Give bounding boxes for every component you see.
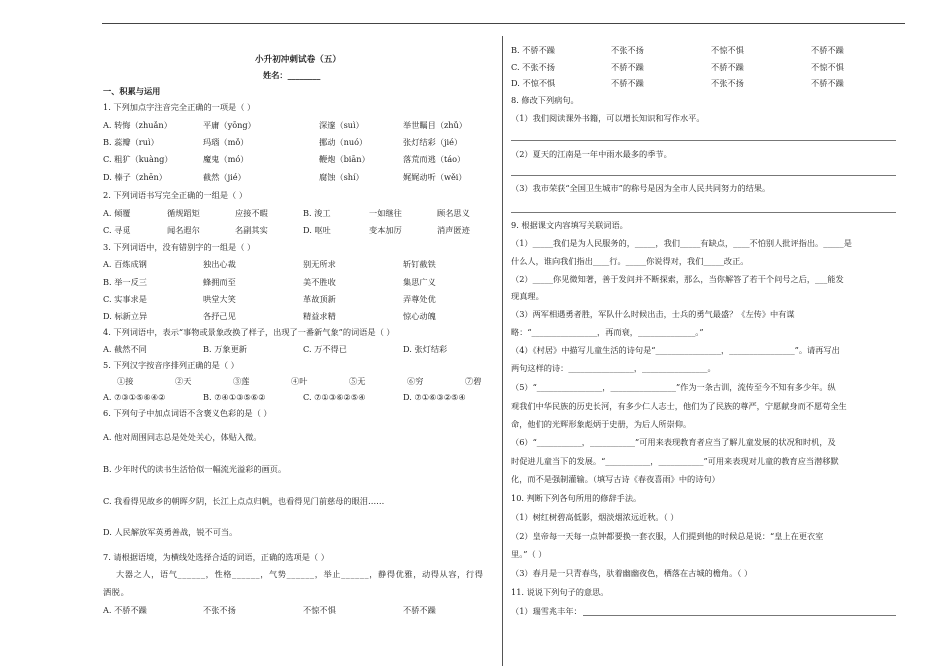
- q8-sentence-2: （2）夏天的江南是一年中雨水最多的季节。: [511, 149, 672, 159]
- q6-stem: 6. 下列句子中加点词语不含褒义色彩的是（ ）: [103, 408, 272, 418]
- q7-stem: 7. 请根据语境，为横线处选择合适的词语，正确的选项是（ ）: [103, 552, 329, 562]
- q5-stem: 5. 下列汉字按音序排列正确的是（ ）: [103, 360, 239, 370]
- q7-passage-2: 洒脱。: [103, 587, 130, 597]
- q9-stem: 9. 根据课文内容填写关联词语。: [511, 220, 628, 230]
- q10-sentence: （1）树红树碧高低影，烟淡烟浓远近秋。（ ）: [511, 512, 679, 522]
- q6-option-a: A. 他对周围同志总是处处关心，体贴入微。: [103, 432, 262, 442]
- q9-line: （2）_____你见微知著，善于发问并不断探索，那么，当你解答了若干个问号之后，___能发: [511, 274, 844, 284]
- q11-sentence-1: （1）瑞雪兆丰年：: [511, 606, 582, 616]
- q10-sentence: 里。”（ ）: [511, 549, 547, 559]
- q6-option-c: C. 我看得见故乡的朝晖夕阴，长江上点点归帆，也看得见门前慈母的眼泪……: [103, 496, 385, 506]
- exam-title: 小升初冲刺试卷（五）: [255, 55, 341, 65]
- answer-line[interactable]: [511, 175, 896, 176]
- q9-line: 观我们中华民族的历史长河，有多少仁人志士，他们为了民族的尊严，宁愿献身而不愿苟全生: [511, 401, 847, 411]
- q9-line: （6）“___________，___________”可用来表现教育者应当了解儿童发展的状况和时机，及: [511, 437, 836, 447]
- q7-passage-1: 大器之人，语气______，性格______，气势______，举止______，静得优雅，动得从容，行得: [116, 569, 484, 579]
- q9-line: 什么人，谁向我们指出____行。_____你说得对，我们_____改正。: [511, 256, 749, 266]
- q8-sentence-3: （3）我市荣获“全国卫生城市”的称号是因为全市人民共同努力的结果。: [511, 183, 771, 193]
- q9-line: 命，他们的光辉形象彪炳于史册，为后人所崇仰。: [511, 419, 692, 429]
- q1-stem: 1. 下列加点字注音完全正确的一项是（ ）: [103, 102, 256, 112]
- header-rule: [102, 23, 905, 24]
- q10-sentence: （3）春月是一只青春鸟，驮着幽幽夜色，栖落在古城的檐角。（ ）: [511, 568, 753, 578]
- q9-line: （4）《村居》中描写儿童生活的诗句是“________________，________________”。请再写出: [511, 345, 840, 355]
- q6-option-b: B. 少年时代的读书生活恰似一幅流光溢彩的画页。: [103, 464, 287, 474]
- q3-stem: 3. 下列词语中，没有错别字的一组是（ ）: [103, 242, 256, 252]
- q10-stem: 10. 判断下列各句所用的修辞手法。: [511, 493, 642, 503]
- q11-stem: 11. 说说下列句子的意思。: [511, 587, 609, 597]
- q4-stem: 4. 下列词语中，表示“事物或景象改换了样子，出现了一番新气象”的词语是（ ）: [103, 327, 395, 337]
- column-divider: [502, 36, 503, 666]
- q6-option-d: D. 人民解放军英勇善战，锐不可当。: [103, 527, 238, 537]
- answer-line[interactable]: [511, 140, 896, 141]
- q2-stem: 2. 下列词语书写完全正确的一组是（ ）: [103, 190, 248, 200]
- q9-line: （1）_____我们是为人民服务的，_____，我们_____有缺点，____不怕别人批评指出。_____是: [511, 238, 852, 248]
- answer-line[interactable]: [583, 615, 896, 616]
- q9-line: （3）两军相遇勇者胜，军队什么时候出击，士兵的勇气最盛？《左传》中有谋: [511, 309, 795, 319]
- name-field[interactable]: 姓名：________: [263, 70, 321, 80]
- q9-line: （5）“________________，________________”作为一条古训，流传至今不知有多少年。纵: [511, 382, 836, 392]
- q9-line: 略：“________________，再而衰，______________。”: [511, 327, 704, 337]
- q9-line: 化，而不是强制灌输。（填写古诗《春夜喜雨》中的诗句）: [511, 474, 720, 484]
- q9-line: 两句这样的诗：________________，________________。: [511, 363, 716, 373]
- q10-sentence: （2）皇帝每一天每一点钟都要换一套衣服，人们提到他的时候总是说：“皇上在更衣室: [511, 531, 824, 541]
- q8-stem: 8. 修改下列病句。: [511, 95, 579, 105]
- q8-sentence-1: （1）我们阅读课外书籍，可以增长知识和写作水平。: [511, 113, 705, 123]
- q9-line: 时促进儿童当下的发展。“___________，___________”可用来表现对儿童的教育应当潜移默: [511, 456, 839, 466]
- section-heading: 一、积累与运用: [103, 86, 161, 96]
- q9-line: 现真理。: [511, 291, 544, 301]
- answer-line[interactable]: [511, 212, 896, 213]
